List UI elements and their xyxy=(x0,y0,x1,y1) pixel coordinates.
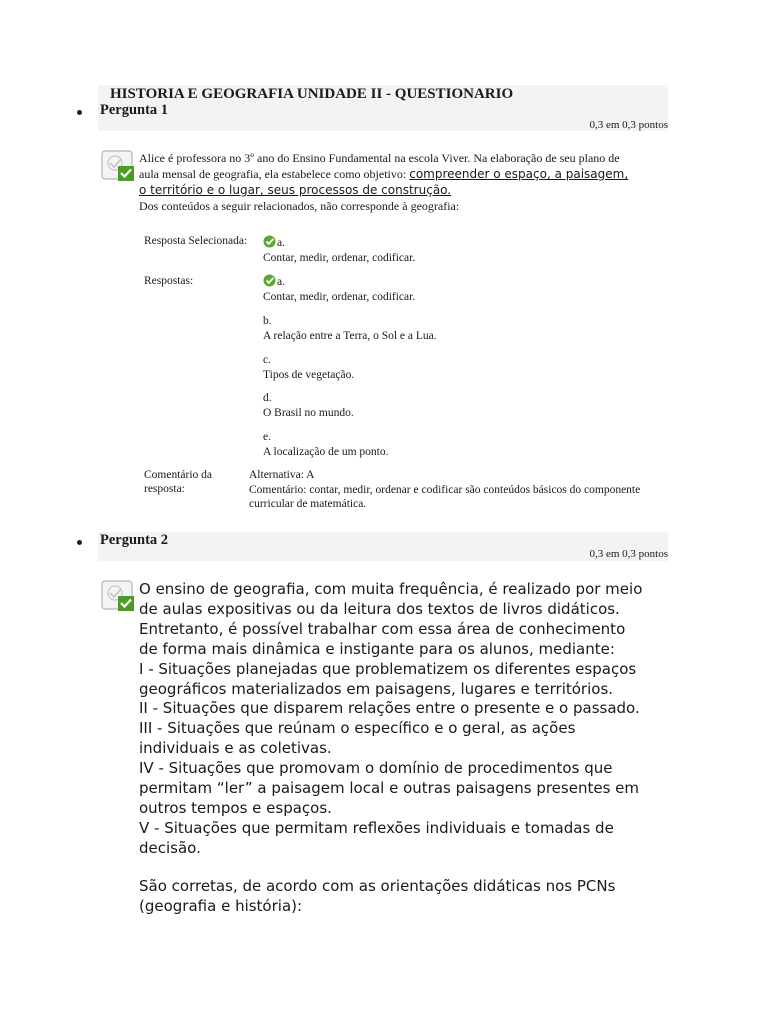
answer-letter: c. xyxy=(263,354,271,366)
selected-answer-label: Resposta Selecionada: xyxy=(144,235,248,247)
answer-option xyxy=(263,353,354,383)
selected-answer-letter: a. xyxy=(277,237,285,249)
question-2-item-1: I - Situações planejadas que problematizem os diferentes espaços geográficos materializados em paisagens, lugares e territórios. xyxy=(139,659,637,698)
correct-check-icon xyxy=(263,235,277,248)
answer-text: A localização de um ponto. xyxy=(263,446,389,458)
answer-option xyxy=(263,274,415,305)
comment-text: Comentário: contar, medir, ordenar e codificar são conteúdos básicos do componente curricular de matemática. xyxy=(249,483,641,510)
answer-text: Tipos de vegetação. xyxy=(263,369,355,381)
selected-answer xyxy=(263,235,415,266)
question-2-label: Pergunta 2 xyxy=(100,532,169,548)
question-1-text-link: compreender o espaço, a paisagem, o território e o lugar, seus processos de construção. xyxy=(139,167,629,197)
question-2-text xyxy=(139,580,644,917)
comment-label xyxy=(144,468,212,496)
answer-option xyxy=(263,391,354,421)
question-1-text-start: Alice é professora no 3º ano do Ensino Fundamental na escola Viver. Na elaboração de seu plano de aula mensal de geografia, ela estabelece como objetivo: xyxy=(139,151,620,181)
comment-alternative: Alternativa: A xyxy=(249,469,315,481)
selected-answer-text: Contar, medir, ordenar, codificar. xyxy=(263,252,416,264)
question-2-item-5: V - Situações que permitam reflexões individuais e tomadas de decisão. xyxy=(139,818,614,857)
answer-letter: a. xyxy=(277,276,285,288)
answer-letter: b. xyxy=(263,315,272,327)
question-1-points: 0,3 em 0,3 pontos xyxy=(589,119,668,131)
comment-label-line-1: Comentário da xyxy=(144,469,213,481)
question-1-text xyxy=(139,150,639,214)
list-bullet xyxy=(77,110,82,115)
question-2-item-2: II - Situações que disparem relações entre o presente e o passado. xyxy=(139,699,640,718)
answer-text: Contar, medir, ordenar, codificar. xyxy=(263,291,416,303)
comment-label-line-2: resposta: xyxy=(144,483,185,495)
answer-text: A relação entre a Terra, o Sol e a Lua. xyxy=(263,330,437,342)
list-bullet xyxy=(77,540,82,545)
correct-check-icon xyxy=(263,274,277,287)
question-1-text-end: Dos conteúdos a seguir relacionados, não corresponde à geografia: xyxy=(139,199,460,213)
comment-body xyxy=(249,468,649,512)
question-2-item-4: IV - Situações que promovam o domínio de procedimentos que permitam “ler” a paisagem local e outras paisagens presentes em outros tempos e espaços. xyxy=(139,759,639,817)
answer-option xyxy=(263,430,389,460)
question-1-label: Pergunta 1 xyxy=(100,102,169,118)
question-correct-icon xyxy=(101,580,135,612)
answers-label: Respostas: xyxy=(144,275,194,287)
question-2-item-3: III - Situações que reúnam o específico e o geral, as ações individuais e as coletivas. xyxy=(139,719,576,758)
answer-option xyxy=(263,314,437,344)
answer-letter: e. xyxy=(263,431,271,443)
question-2-closing: São corretas, de acordo com as orientações didáticas nos PCNs (geografia e história): xyxy=(139,876,616,915)
question-2-points: 0,3 em 0,3 pontos xyxy=(589,548,668,560)
answer-letter: d. xyxy=(263,392,272,404)
question-correct-icon xyxy=(101,150,135,182)
spacer xyxy=(139,859,644,877)
question-2-header-bar xyxy=(98,532,668,561)
answer-text: O Brasil no mundo. xyxy=(263,407,354,419)
page-title: HISTORIA E GEOGRAFIA UNIDADE II - QUESTIONARIO xyxy=(110,86,514,102)
question-2-intro: O ensino de geografia, com muita frequência, é realizado por meio de aulas expositivas ou da leitura dos textos de livros didáticos. Entretanto, é possível trabalhar com essa área de conhecimento de forma mais dinâmica e instigante para os alunos, mediante: xyxy=(139,580,643,658)
